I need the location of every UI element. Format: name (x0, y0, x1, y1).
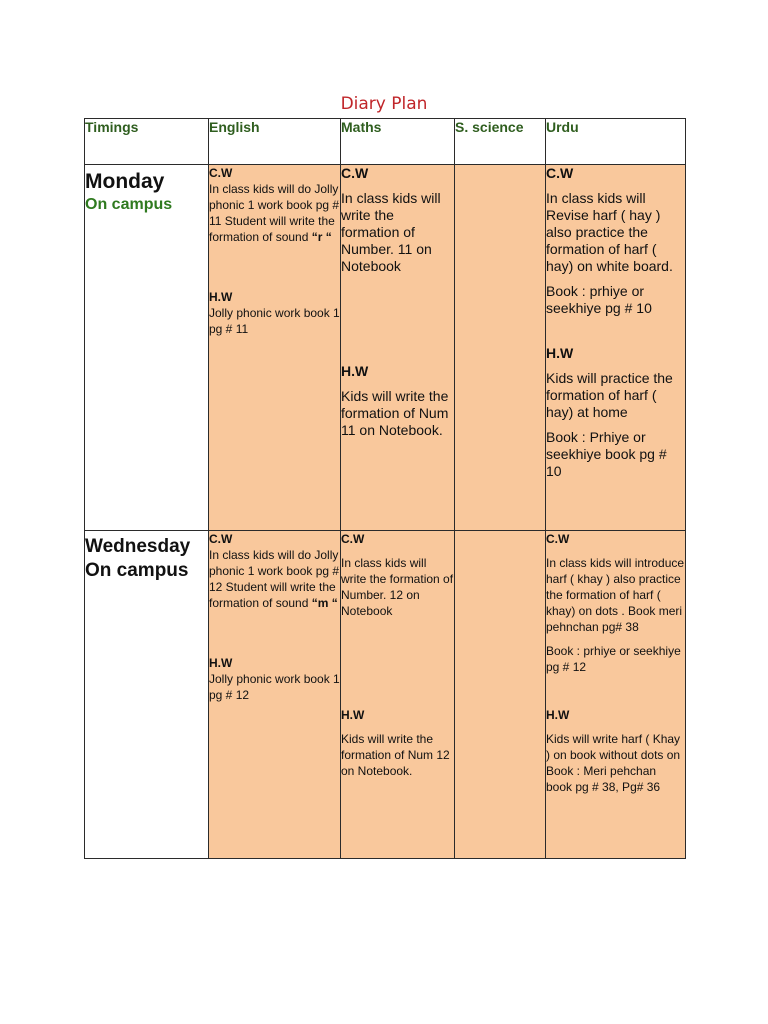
wednesday-english-hw-text: Jolly phonic work book 1 pg # 12 (209, 672, 340, 702)
monday-science-cell (455, 165, 546, 531)
monday-maths-cw-label: C.W (341, 165, 369, 181)
wednesday-urdu-hw-text: Kids will write harf ( Khay ) on book without dots on Book : Meri pehchan book pg # 38, Pg# 36 (546, 732, 681, 794)
header-science: S. science (455, 119, 546, 165)
monday-urdu-cell (546, 165, 686, 531)
wednesday-english-cell (209, 531, 341, 859)
wednesday-urdu-hw-label: H.W (546, 708, 570, 722)
monday-english-cw-text (209, 181, 340, 245)
monday-sub: On campus (85, 196, 173, 213)
wednesday-english-cw-text (209, 547, 340, 611)
monday-english-hw-label: H.W (209, 290, 233, 304)
monday-maths-cw-text: In class kids will write the formation of Number. 11 on Notebook (341, 190, 441, 274)
monday-timing-cell (85, 165, 209, 531)
monday-english-cw-label: C.W (209, 166, 233, 180)
wednesday-maths-hw-text: Kids will write the formation of Num 12 on Notebook. (341, 732, 450, 778)
table-row-monday (85, 165, 686, 531)
header-timings: Timings (85, 119, 209, 165)
monday-day: Monday (85, 170, 165, 193)
monday-english-cell (209, 165, 341, 531)
wednesday-sub: On campus (85, 560, 189, 581)
wednesday-timing-cell (85, 531, 209, 859)
header-row (85, 119, 686, 165)
header-english: English (209, 119, 341, 165)
wednesday-english-cw-body: In class kids will do Jolly phonic 1 work book pg # 12 Student will write the formation of sound (209, 548, 340, 610)
wednesday-maths-cw-text: In class kids will write the formation of Number. 12 on Notebook (341, 556, 454, 618)
monday-urdu-hw-text: Kids will practice the formation of harf ( hay) at home (546, 370, 673, 420)
diary-plan-table (84, 118, 686, 859)
monday-maths-hw-label: H.W (341, 363, 369, 379)
wednesday-urdu-cell (546, 531, 686, 859)
monday-english-cw-sound: “r “ (311, 230, 332, 244)
wednesday-science-cell (455, 531, 546, 859)
document-title: Diary Plan (340, 94, 428, 114)
monday-urdu-cw-label: C.W (546, 165, 574, 181)
monday-urdu-cw-text: In class kids will Revise harf ( hay ) also practice the formation of harf ( hay) on white board. (546, 190, 673, 274)
wednesday-maths-cw-label: C.W (341, 532, 365, 546)
header-maths: Maths (341, 119, 455, 165)
table-row-wednesday (85, 531, 686, 859)
monday-maths-cell (341, 165, 455, 531)
wednesday-urdu-cw-label: C.W (546, 532, 570, 546)
monday-urdu-hw-book: Book : Prhiye or seekhiye book pg # 10 (546, 429, 667, 479)
monday-maths-hw-text: Kids will write the formation of Num 11 on Notebook. (341, 388, 449, 438)
wednesday-english-cw-sound: “m “ (311, 596, 338, 610)
monday-english-hw-text: Jolly phonic work book 1 pg # 11 (209, 306, 340, 336)
wednesday-maths-cell (341, 531, 455, 859)
monday-urdu-cw-book: Book : prhiye or seekhiye pg # 10 (546, 283, 652, 316)
monday-urdu-hw-label: H.W (546, 345, 574, 361)
wednesday-day: Wednesday (85, 536, 191, 557)
wednesday-maths-hw-label: H.W (341, 708, 365, 722)
wednesday-english-cw-label: C.W (209, 532, 233, 546)
header-urdu: Urdu (546, 119, 686, 165)
wednesday-urdu-cw-text: In class kids will introduce harf ( khay ) also practice the formation of harf ( khay) on dots . Book meri pehnchan pg# 38 (546, 556, 685, 634)
wednesday-urdu-cw-book: Book : prhiye or seekhiye pg # 12 (546, 644, 681, 674)
wednesday-english-hw-label: H.W (209, 656, 233, 670)
monday-english-cw-body: In class kids will do Jolly phonic 1 work book pg # 11 Student will write the formation of sound (209, 182, 340, 244)
